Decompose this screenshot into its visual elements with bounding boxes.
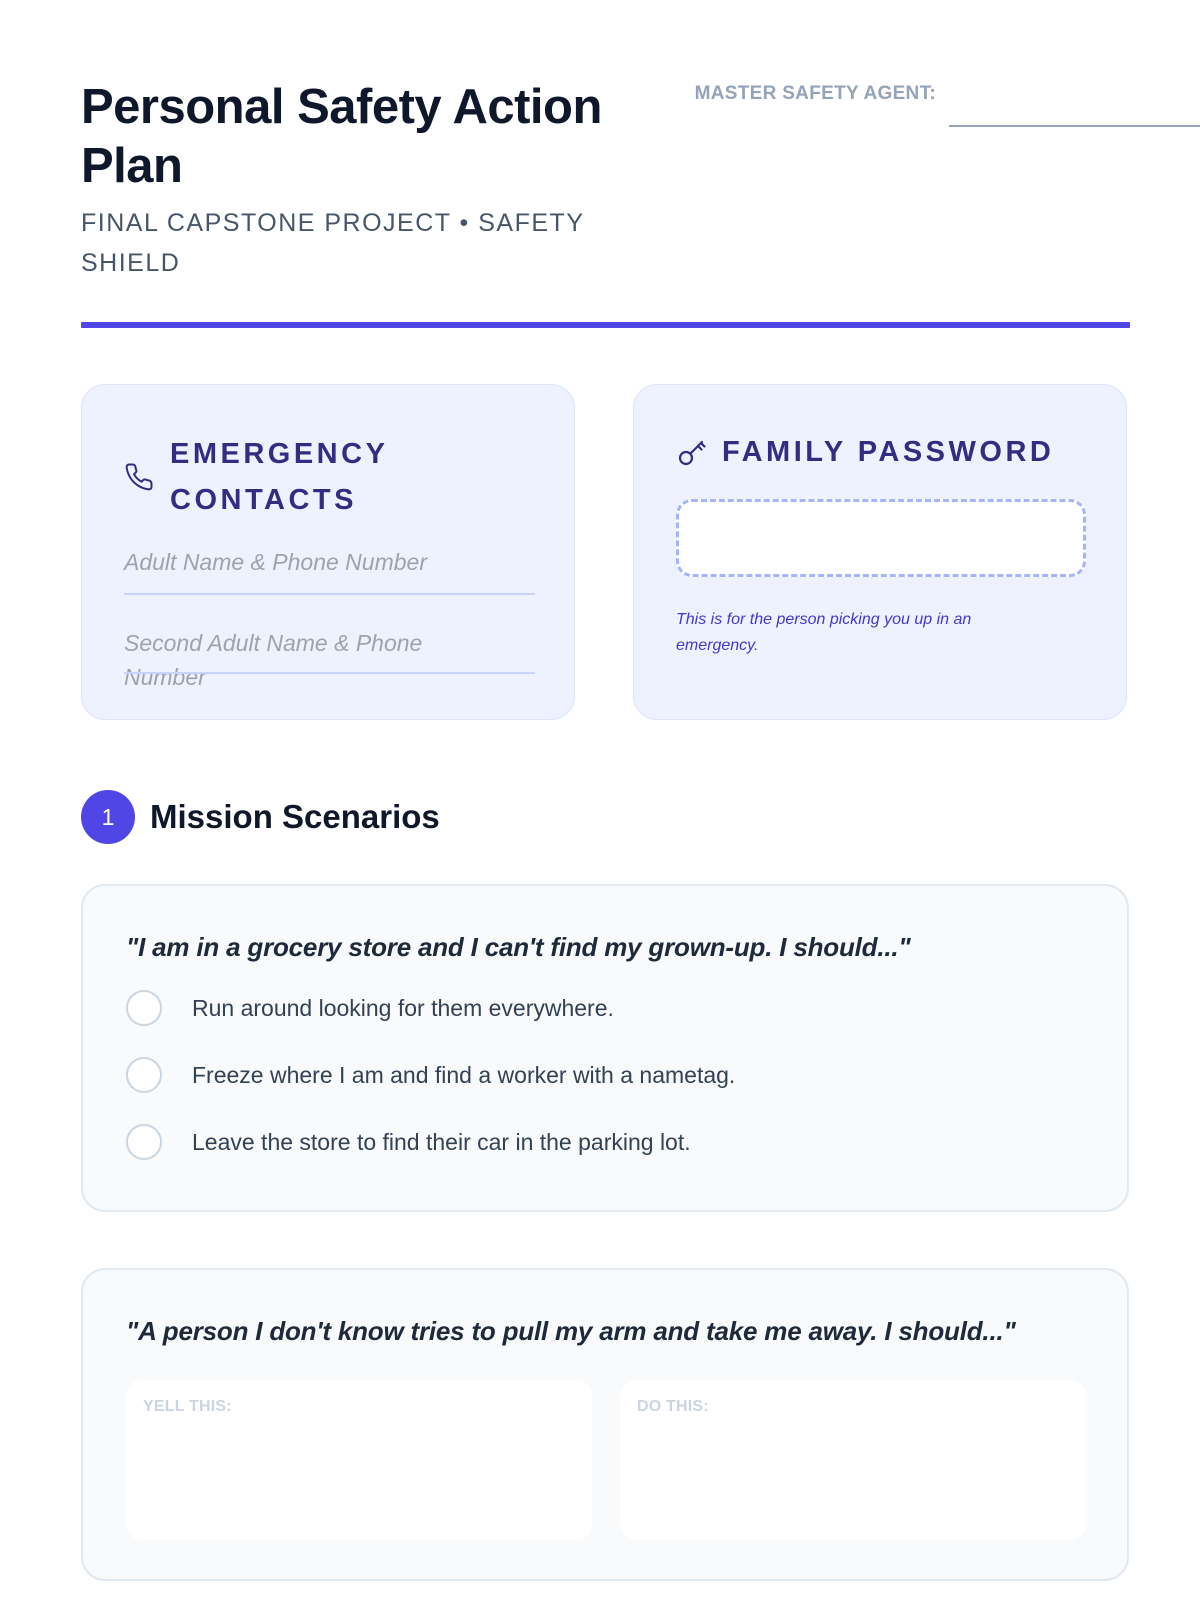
radio-button[interactable] — [126, 1057, 162, 1093]
scenario-card-stranger — [81, 1268, 1129, 1581]
family-password-input[interactable] — [676, 499, 1086, 577]
yell-this-answer-box[interactable] — [126, 1380, 592, 1540]
scenario-option[interactable] — [126, 1057, 735, 1093]
family-password-header — [676, 429, 1054, 475]
contact-2-field[interactable] — [124, 672, 535, 674]
step-number-badge: 1 — [81, 790, 135, 844]
emergency-contacts-card — [81, 384, 575, 720]
family-password-card — [633, 384, 1127, 720]
radio-button[interactable] — [126, 1124, 162, 1160]
page-header — [81, 0, 1129, 330]
radio-button[interactable] — [126, 990, 162, 1026]
agent-name-label: MASTER SAFETY AGENT: — [694, 83, 936, 104]
contact-1-placeholder: Adult Name & Phone Number — [124, 549, 427, 575]
scenario-option[interactable] — [126, 990, 614, 1026]
family-password-note: This is for the person picking you up in an emergency. — [676, 611, 972, 654]
do-this-answer-box[interactable] — [620, 1380, 1086, 1540]
yell-this-label: YELL THIS: — [143, 1398, 232, 1415]
scenario-card-grocery — [81, 884, 1129, 1212]
page-title: Personal Safety Action Plan — [81, 80, 602, 193]
emergency-contacts-heading: EMERGENCY CONTACTS — [170, 438, 388, 516]
option-label: Leave the store to find their car in the parking lot. — [192, 1128, 691, 1155]
phone-icon — [124, 462, 154, 492]
emergency-contacts-header — [124, 431, 470, 523]
header-divider — [81, 322, 1130, 328]
scenario-prompt: "A person I don't know tries to pull my arm and take me away. I should..." — [126, 1316, 1016, 1346]
option-label: Freeze where I am and find a worker with a nametag. — [192, 1061, 736, 1088]
mission-scenarios-heading — [81, 790, 440, 844]
key-icon — [676, 436, 708, 468]
contact-1-field[interactable] — [124, 593, 535, 595]
section-title: Mission Scenarios — [150, 798, 440, 835]
scenario-prompt: "I am in a grocery store and I can't find my grown-up. I should..." — [126, 932, 911, 962]
safety-plan-page — [81, 0, 1129, 1415]
option-label: Run around looking for them everywhere. — [192, 994, 614, 1021]
agent-name-field[interactable] — [949, 125, 1200, 127]
contact-2-placeholder: Second Adult Name & Phone Number — [124, 630, 423, 690]
family-password-heading: FAMILY PASSWORD — [722, 436, 1055, 468]
do-this-label: DO THIS: — [637, 1398, 709, 1415]
page-subtitle: FINAL CAPSTONE PROJECT • SAFETY SHIELD — [81, 209, 585, 277]
scenario-option[interactable] — [126, 1124, 691, 1160]
